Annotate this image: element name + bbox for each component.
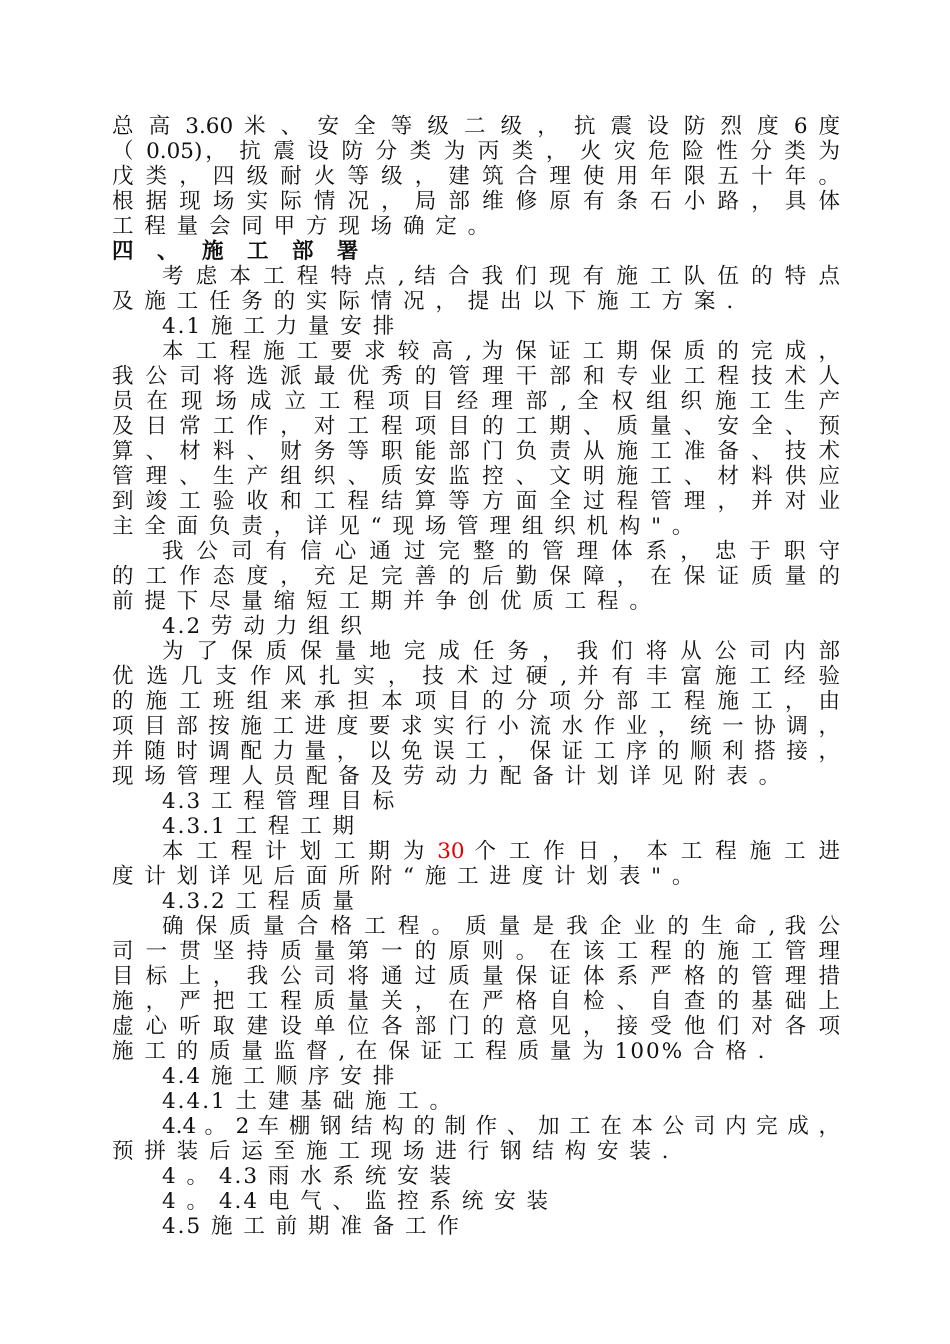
document-page (112, 114, 840, 1239)
subsection-heading: 4.3.2 工 程 质 量 (162, 889, 357, 914)
duration-days-highlight: 30 (437, 839, 465, 864)
duration-line (112, 839, 840, 864)
subsection-heading: 4.5 施 工 前 期 准 备 工 作 (162, 1214, 461, 1239)
text-line: 戊 类 ， 四 级 耐 火 等 级 ， 建 筑 合 理 使 用 年 限 五 十 年 。 (112, 164, 840, 189)
subsection-heading: 4.1 施 工 力 量 安 排 (162, 314, 397, 339)
text-line: 算 、 材 料 、 财 务 等 职 能 部 门 负 责 从 施 工 准 备 、 技 术 (112, 439, 840, 464)
text-line: 目 标 上 ， 我 公 司 将 通 过 质 量 保 证 体 系 严 格 的 管 理 措 (112, 964, 840, 989)
subsection-heading: 4.4.1 土 建 基 础 施 工 。 (162, 1089, 454, 1114)
text-line: 司 一 贯 坚 持 质 量 第 一 的 原 则 。 在 该 工 程 的 施 工 管 理 (112, 939, 840, 964)
section-heading: 四 、 施 工 部 署 (112, 239, 367, 264)
text-line: （ 0.05)， 抗 震 设 防 分 类 为 丙 类 ， 火 灾 危 险 性 分 类 为 (112, 139, 840, 164)
text-line: 的 工 作 态 度 ， 充 足 完 善 的 后 勤 保 障 ， 在 保 证 质 量 的 (112, 564, 840, 589)
duration-text-after: 个 工 作 日 ， 本 工 程 施 工 进 (464, 839, 840, 864)
text-line: 优 选 几 支 作 风 扎 实 ， 技 术 过 硬 , 并 有 丰 富 施 工 经 验 (112, 664, 840, 689)
text-line: 本 工 程 施 工 要 求 较 高 , 为 保 证 工 期 保 质 的 完 成 ， (162, 339, 840, 364)
text-line: 我 公 司 将 选 派 最 优 秀 的 管 理 干 部 和 专 业 工 程 技 术 人 (112, 364, 840, 389)
text-line: 员 在 现 场 成 立 工 程 项 目 经 理 部 , 全 权 组 织 施 工 生 产 (112, 389, 840, 414)
text-line: 现 场 管 理 人 员 配 备 及 劳 动 力 配 备 计 划 详 见 附 表 。 (112, 764, 783, 789)
text-line: 施 工 的 质 量 监 督 , 在 保 证 工 程 质 量 为 100% 合 格 . (112, 1039, 767, 1064)
text-line: 根 据 现 场 实 际 情 况 ， 局 部 维 修 原 有 条 石 小 路 ， 具 体 (112, 189, 840, 214)
subsection-heading: 4 。 4.4 电 气 、 监 控 系 统 安 装 (162, 1189, 551, 1214)
text-line: 工 程 量 会 同 甲 方 现 场 确 定 。 (112, 214, 492, 239)
duration-text-before: 本 工 程 计 划 工 期 为 (162, 839, 438, 864)
text-line: 考 虑 本 工 程 特 点 , 结 合 我 们 现 有 施 工 队 伍 的 特 点 (162, 264, 840, 289)
text-line: 并 随 时 调 配 力 量 ， 以 免 误 工 ， 保 证 工 序 的 顺 利 搭 接 ， (112, 739, 840, 764)
text-line: 确 保 质 量 合 格 工 程 。 质 量 是 我 企 业 的 生 命 , 我 公 (162, 914, 840, 939)
text-line: 为 了 保 质 保 量 地 完 成 任 务 ， 我 们 将 从 公 司 内 部 (162, 639, 840, 664)
subsection-heading: 4.2 劳 动 力 组 织 (162, 614, 364, 639)
text-line: 我 公 司 有 信 心 通 过 完 整 的 管 理 体 系 ， 忠 于 职 守 (162, 539, 840, 564)
text-line: 管 理 、 生 产 组 织 、 质 安 监 控 、 文 明 施 工 、 材 料 供 应 (112, 464, 840, 489)
text-line: 施 ， 严 把 工 程 质 量 关 ， 在 严 格 自 检 、 自 查 的 基 础 上 (112, 989, 840, 1014)
text-line: 及 日 常 工 作 ， 对 工 程 项 目 的 工 期 、 质 量 、 安 全 、 预 (112, 414, 840, 439)
text-line: 项 目 部 按 施 工 进 度 要 求 实 行 小 流 水 作 业 ， 统 一 协 调 ， (112, 714, 840, 739)
subsection-heading: 4 。 4.3 雨 水 系 统 安 装 (162, 1164, 454, 1189)
text-line: 主 全 面 负 责 ， 详 见 “ 现 场 管 理 组 织 机 构 " 。 (112, 514, 696, 539)
text-line: 及 施 工 任 务 的 实 际 情 况 ， 提 出 以 下 施 工 方 案 . (112, 289, 736, 314)
subsection-heading: 4.4 施 工 顺 序 安 排 (162, 1064, 397, 1089)
text-line: 的 施 工 班 组 来 承 担 本 项 目 的 分 项 分 部 工 程 施 工 ， 由 (112, 689, 840, 714)
subsection-heading: 4.3 工 程 管 理 目 标 (162, 789, 397, 814)
text-line: 总 高 3.60 米 、 安 全 等 级 二 级 ， 抗 震 设 防 烈 度 6 度 (112, 114, 840, 139)
text-line: 虚 心 听 取 建 设 单 位 各 部 门 的 意 见 ， 接 受 他 们 对 各 项 (112, 1014, 840, 1039)
text-line: 度 计 划 详 见 后 面 所 附 “ 施 工 进 度 计 划 表 " 。 (112, 864, 696, 889)
text-line: 预 拼 装 后 运 至 施 工 现 场 进 行 钢 结 构 安 装 . (112, 1139, 671, 1164)
text-line: 前 提 下 尽 量 缩 短 工 期 并 争 创 优 质 工 程 。 (112, 589, 653, 614)
text-line: 到 竣 工 验 收 和 工 程 结 算 等 方 面 全 过 程 管 理 ， 并 对 业 (112, 489, 840, 514)
subsection-heading: 4.3.1 工 程 工 期 (162, 814, 357, 839)
text-line: 4.4 。 2 车 棚 钢 结 构 的 制 作 、 加 工 在 本 公 司 内 完 成 ， (162, 1114, 840, 1139)
